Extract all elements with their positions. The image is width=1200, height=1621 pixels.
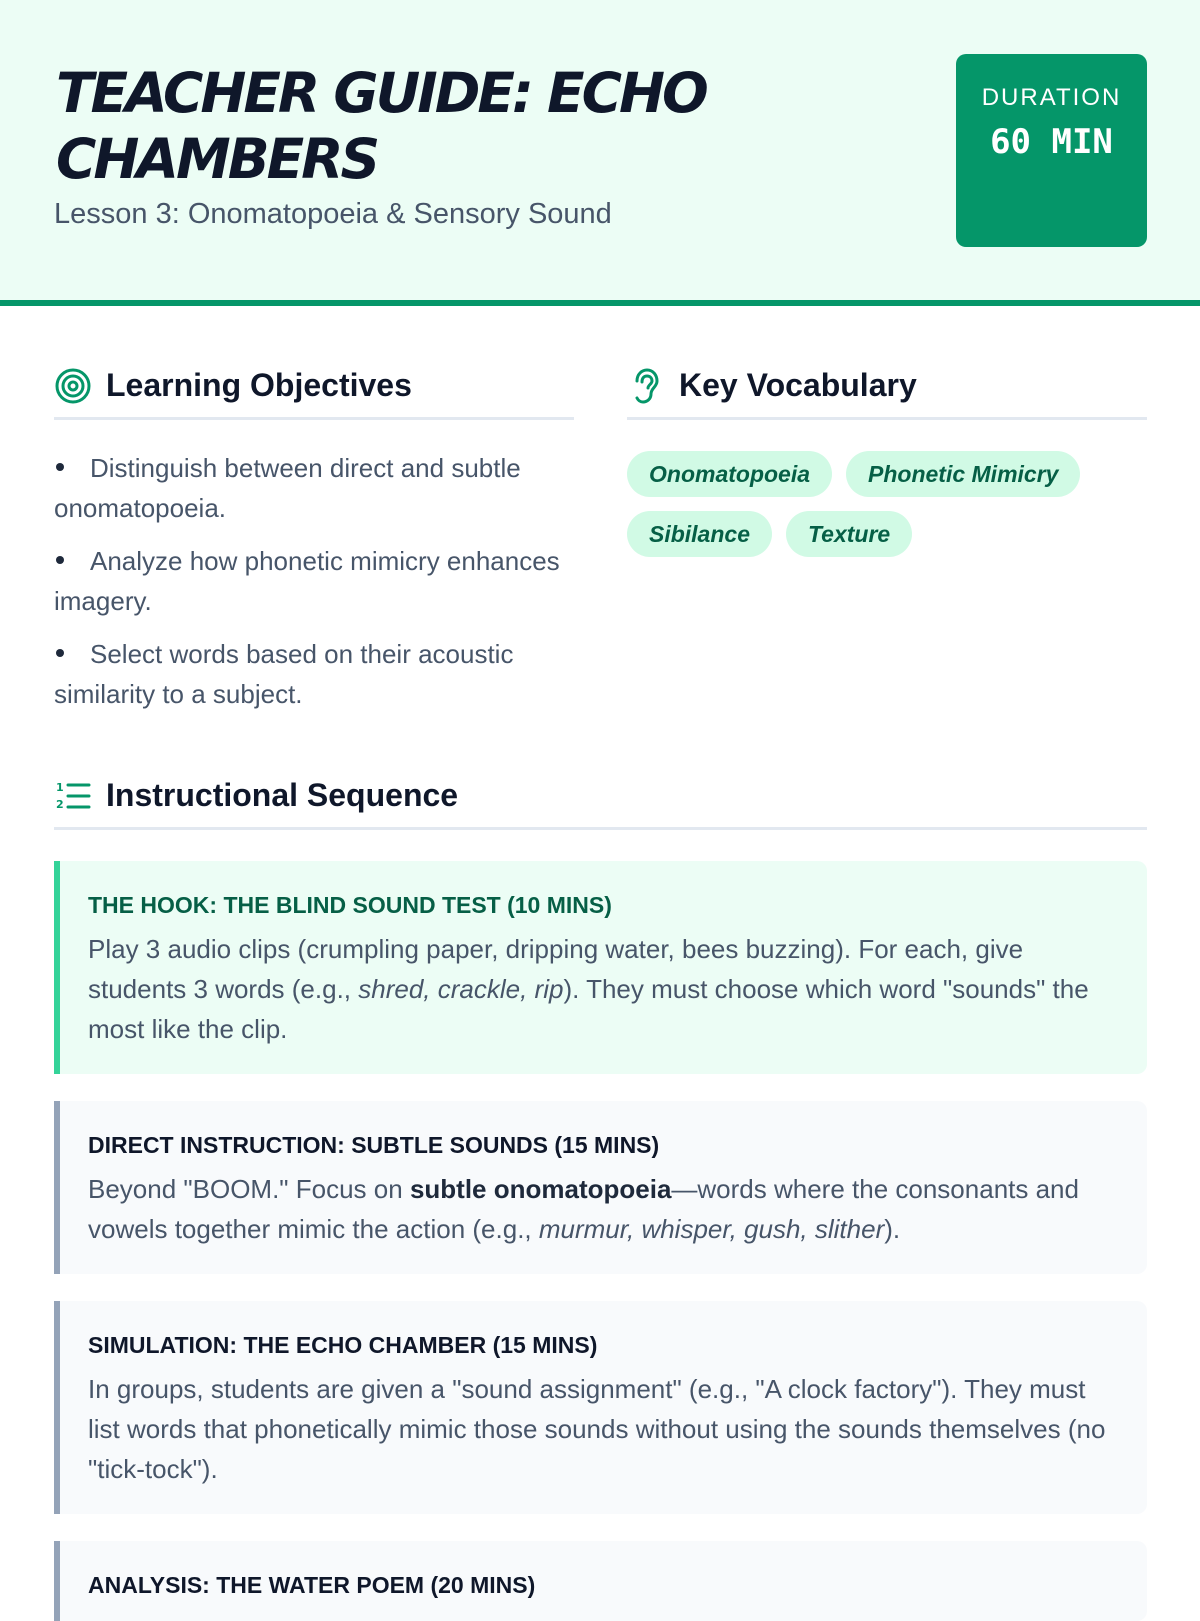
objectives-title: Learning Objectives [106, 367, 412, 403]
duration-badge [956, 54, 1147, 247]
step-body: In groups, students are given a "sound assignment" (e.g., "A clock factory"). They must list words that phonetically mimic those sounds without using the sounds themselves (no "tick-tock"). [88, 1374, 1106, 1484]
sequence-step-direct-instruction [54, 1101, 1147, 1274]
lesson-subtitle: Lesson 3: Onomatopoeia & Sensory Sound [54, 198, 612, 230]
duration-value: 60 MIN [990, 122, 1113, 162]
step-body: Play 3 audio clips (crumpling paper, dripping water, bees buzzing). For each, give students 3 words (e.g., shred, crackle, rip). They must choose which word "sounds" the most like the clip. [88, 934, 1089, 1044]
vocabulary-tags [627, 451, 1147, 557]
sequence-step-simulation [54, 1301, 1147, 1514]
numbered-list-icon [54, 777, 92, 815]
step-title: DIRECT INSTRUCTION: SUBTLE SOUNDS (15 MINS) [88, 1132, 660, 1158]
step-title: SIMULATION: THE ECHO CHAMBER (15 MINS) [88, 1332, 598, 1358]
vocab-tag: Phonetic Mimicry [846, 451, 1080, 497]
list-item: Distinguish between direct and subtle onomatopoeia. [54, 453, 521, 523]
vocab-tag: Onomatopoeia [627, 451, 832, 497]
vocab-tag: Texture [786, 511, 912, 557]
svg-text:1: 1 [56, 780, 64, 794]
sequence-step-analysis [54, 1541, 1147, 1621]
sequence-heading [54, 764, 1147, 830]
step-title: THE HOOK: THE BLIND SOUND TEST (10 MINS) [88, 892, 612, 918]
duration-label: DURATION [981, 84, 1122, 111]
ear-icon [627, 367, 665, 405]
svg-text:2: 2 [56, 797, 64, 811]
list-item: Analyze how phonetic mimicry enhances imagery. [54, 546, 560, 616]
list-item: Select words based on their acoustic similarity to a subject. [54, 639, 514, 709]
page-title: TEACHER GUIDE: ECHO CHAMBERS [56, 61, 706, 191]
target-icon [54, 367, 92, 405]
objectives-heading [54, 354, 574, 420]
step-body: Beyond "BOOM." Focus on subtle onomatopoeia—words where the consonants and vowels together mimic the action (e.g., murmur, whisper, gush, slither). [88, 1174, 1079, 1244]
sequence-step-hook [54, 861, 1147, 1074]
page-header [0, 0, 1200, 306]
vocabulary-heading [627, 354, 1147, 420]
objectives-list [54, 448, 574, 727]
sequence-title: Instructional Sequence [106, 777, 459, 813]
vocab-tag: Sibilance [627, 511, 772, 557]
step-title: ANALYSIS: THE WATER POEM (20 MINS) [88, 1572, 536, 1598]
vocabulary-title: Key Vocabulary [679, 367, 917, 403]
